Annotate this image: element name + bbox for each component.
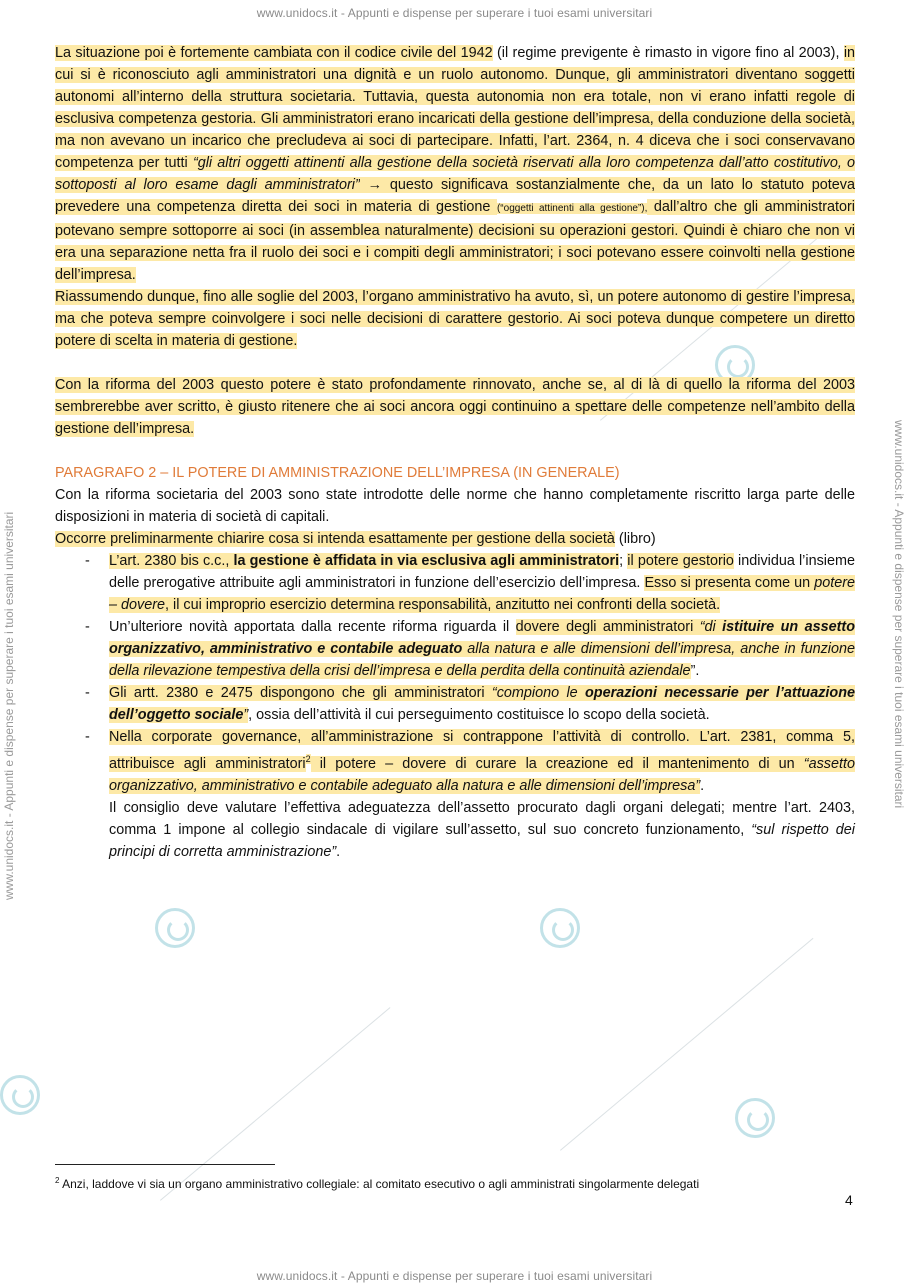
watermark-side-right: www.unidocs.it - Appunti e dispense per superare i tuoi esami universitari <box>892 420 906 809</box>
watermark-logo-icon <box>155 908 195 948</box>
bullet-list <box>55 550 855 797</box>
page-number: 4 <box>845 1192 853 1208</box>
paragraph-2: Riassumendo dunque, fino alle soglie del 2003, l’organo amministrativo ha avuto, sì, un potere autonomo di gestire l’impresa, ma che poteva sempre coinvolgere i soci nelle decisioni di carattere gestorio. Ai soci poteva dunque competere un diretto potere di scelta in materia di gestione. <box>55 289 855 349</box>
watermark-line <box>560 938 813 1151</box>
arrow-icon: → <box>359 177 390 193</box>
list-item: - Nella corporate governance, all’amministrazione si contrappone l’attività di controllo. L’art. 2381, comma 5, attribuisce agli amministratori$^2$ il potere – dovere di curare la creazione ed il mantenimento di un “assetto organizzativo, amministrativo e contabile adeguato alla natura e alle dimensioni dell’impresa”. <box>55 726 855 797</box>
list-item-continuation: Il consiglio deve valutare l’effettiva adeguatezza dell’assetto procurato dagli organi delegati; mentre l’art. 2403, comma 1 impone al collegio sindacale di vigilare sull’assetto, sul suo concreto funzionamento, “sul rispetto dei principi di corretta amministrazione”. <box>109 799 855 860</box>
watermark-line <box>160 1007 390 1201</box>
section-heading: PARAGRAFO 2 – IL POTERE DI AMMINISTRAZIONE DELL’IMPRESA (IN GENERALE) <box>55 465 620 481</box>
watermark-logo-icon <box>735 1098 775 1138</box>
paragraph-5: Occorre preliminarmente chiarire cosa si intenda esattamente per gestione della società (libro) <box>55 531 656 547</box>
paragraph-4: Con la riforma societaria del 2003 sono state introdotte delle norme che hanno completamente riscritto larga parte delle disposizioni in materia di società di capitali. <box>55 487 855 525</box>
watermark-logo-icon <box>0 1075 40 1115</box>
list-item: - L’art. 2380 bis c.c., la gestione è affidata in via esclusiva agli amministratori; il potere gestorio individua l’insieme delle prerogative attribuite agli amministratori in funzione dell’esercizio dell’impresa. Esso si presenta come un potere – dovere, il cui improprio esercizio determina responsabilità, anzitutto nei confronti della società. <box>55 550 855 616</box>
list-item: - Un’ulteriore novità apportata dalla recente riforma riguarda il dovere degli amministratori “di istituire un assetto organizzativo, amministrativo e contabile adeguato alla natura e alle dimensioni dell’impresa, anche in funzione della rilevazione tempestiva della crisi dell’impresa e della perdita della continuità aziendale”. <box>55 616 855 682</box>
watermark-footer: www.unidocs.it - Appunti e dispense per superare i tuoi esami universitari <box>256 1269 653 1283</box>
watermark-logo-icon <box>540 908 580 948</box>
paragraph-1: La situazione poi è fortemente cambiata con il codice civile del 1942 (il regime previgente è rimasto in vigore fino al 2003), in cui si è riconosciuto agli amministratori una dignità e un ruolo autonomo. Dunque, gli amministratori diventano soggetti autonomi all’interno della struttura societaria. Tuttavia, questa autonomia non era totale, non vi erano infatti regole di esclusiva competenza gestoria. Gli amministratori erano incaricati della gestione dell’impresa, della conduzione della società, ma non avevano un incarico che precludeva ai soci di partecipare. Infatti, l’art. 2364, n. 4 diceva che i soci conservavano competenza per tutti “gli altri oggetti attinenti alla gestione della società riservati alla loro competenza dall’atto costitutivo, o sottoposti al loro esame dagli amministratori” → questo significava sostanzialmente che, da un lato lo statuto poteva prevedere una competenza diretta dei soci in materia di gestione (“oggetti attinenti alla gestione”), dall’altro che gli amministratori potevano sempre sottoporre ai soci (in assemblea naturalmente) decisioni su operazioni gestori. Quindi è chiaro che non vi era una separazione netta fra il ruolo dei soci e i compiti degli amministratori; i soci potevano essere coinvolti nella gestione dell’impresa. <box>55 45 856 283</box>
list-item: - Gli artt. 2380 e 2475 dispongono che gli amministratori “compiono le operazioni necessarie per l’attuazione dell’oggetto sociale”, ossia dell’attività il cui perseguimento costituisce lo scopo della società. <box>55 682 855 726</box>
watermark-header: www.unidocs.it - Appunti e dispense per superare i tuoi esami universitari <box>256 6 653 20</box>
footnote: $^2$ Anzi, laddove vi sia un organo amministrativo collegiale: al comitato esecutivo o agli amministrati singolarmente delegati <box>55 1176 700 1191</box>
document-body <box>55 42 855 863</box>
paragraph-3: Con la riforma del 2003 questo potere è stato profondamente rinnovato, anche se, al di là di quello la riforma del 2003 sembrerebbe aver scritto, è giusto ritenere che ai soci ancora oggi continuino a spettare delle competenze nell’ambito della gestione dell’impresa. <box>55 377 855 437</box>
watermark-side-left: www.unidocs.it - Appunti e dispense per superare i tuoi esami universitari <box>2 511 16 900</box>
footnote-separator <box>55 1164 275 1165</box>
